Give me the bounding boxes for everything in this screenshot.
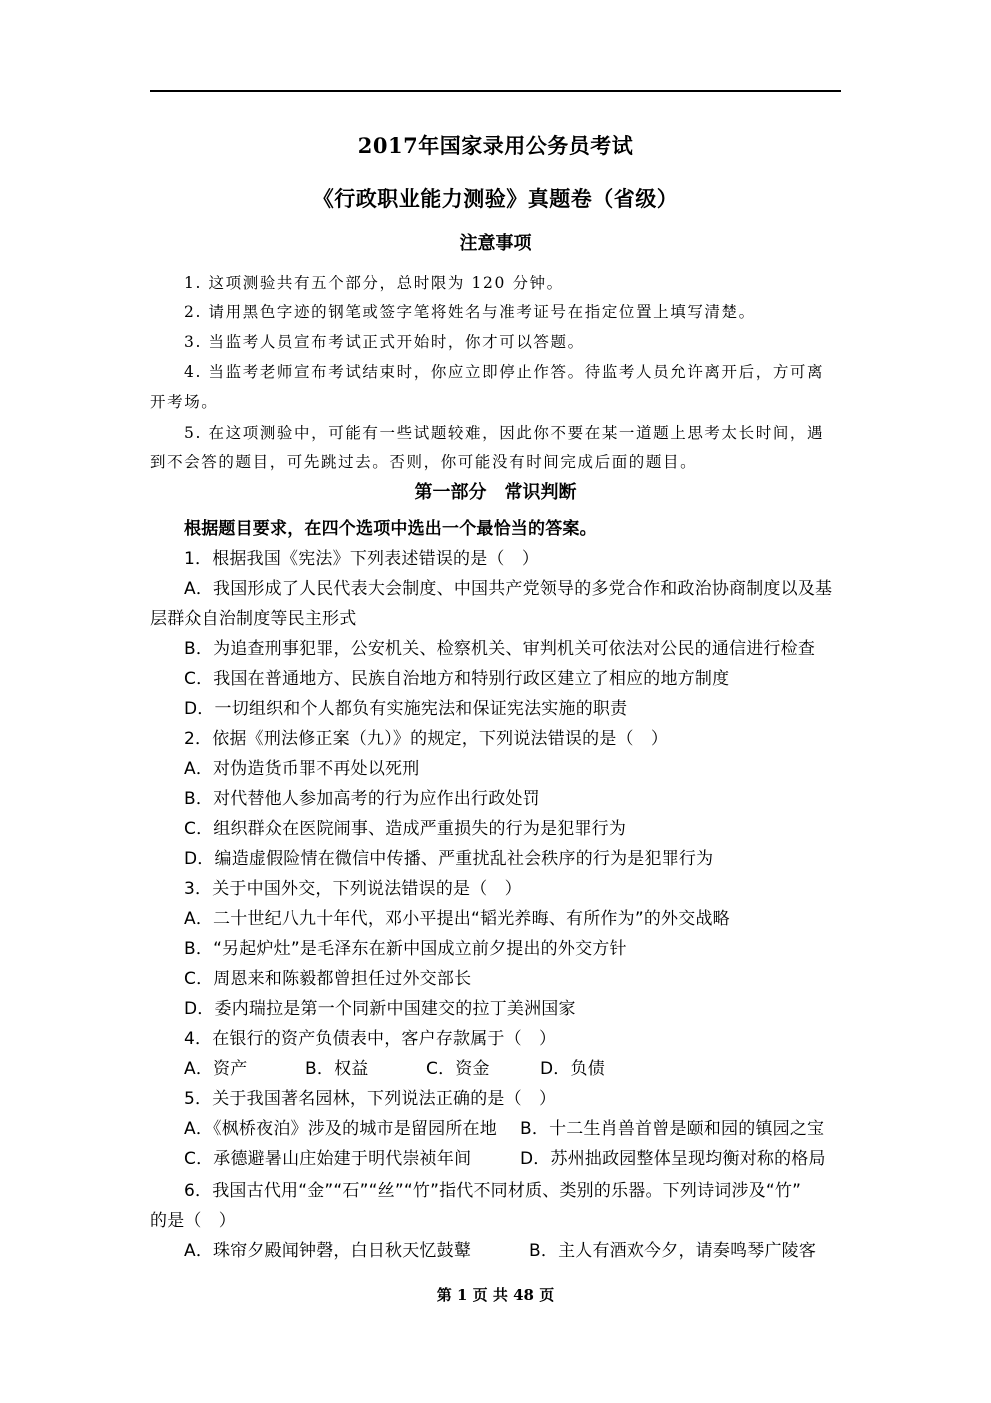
question-3-option-c: C．周恩来和陈毅都曾担任过外交部长: [184, 969, 472, 989]
question-5-option-c: C．承德避暑山庄始建于明代崇祯年间: [184, 1149, 472, 1169]
notice-item-3: 3. 当监考人员宣布考试正式开始时，你才可以答题。: [184, 333, 585, 351]
notice-item-5: 5. 在这项测验中，可能有一些试题较难，因此你不要在某一道题上思考太长时间，遇: [184, 424, 825, 442]
notice-heading: 注意事项: [459, 233, 532, 254]
notice-item-2: 2. 请用黑色字迹的钢笔或签字笔将姓名与准考证号在指定位置上填写清楚。: [184, 303, 756, 321]
question-1-stem: 1．根据我国《宪法》下列表述错误的是（ ）: [184, 549, 540, 569]
question-4-option-d: D．负债: [540, 1059, 605, 1079]
question-5-option-a: A．《枫桥夜泊》涉及的城市是留园所在地: [184, 1119, 497, 1139]
question-6-options-row-1: [150, 1240, 841, 1262]
question-4-stem: 4．在银行的资产负债表中，客户存款属于（ ）: [184, 1029, 557, 1049]
question-3-option-b: B．“另起炉灶”是毛泽东在新中国成立前夕提出的外交方针: [184, 939, 627, 959]
question-4-option-a: A．资产: [184, 1059, 248, 1079]
document-title: 2017年国家录用公务员考试: [357, 133, 634, 158]
notice-item-5-cont: 到不会答的题目，可先跳过去。否则，你可能没有时间完成后面的题目。: [150, 453, 698, 471]
question-3-option-d: D．委内瑞拉是第一个同新中国建交的拉丁美洲国家: [184, 999, 576, 1019]
document-subtitle: 《行政职业能力测验》真题卷（省级）: [312, 186, 679, 211]
notice-item-1: 1. 这项测验共有五个部分，总时限为 120 分钟。: [184, 274, 564, 292]
question-6-stem-cont: 的是（ ）: [150, 1211, 236, 1231]
question-1-option-a-cont: 层群众自治制度等民主形式: [150, 609, 357, 629]
question-2-stem: 2．依据《刑法修正案（九）》的规定，下列说法错误的是（ ）: [184, 729, 669, 749]
question-6-option-b: B．主人有酒欢今夕，请奏鸣琴广陵客: [529, 1241, 817, 1261]
question-5-options-row-2: [150, 1148, 841, 1170]
question-2-option-c: C．组织群众在医院闹事、造成严重损失的行为是犯罪行为: [184, 819, 627, 839]
notice-item-4-cont: 开考场。: [150, 393, 219, 411]
page-footer: 第 1 页 共 48 页: [436, 1286, 555, 1304]
question-1-option-c: C．我国在普通地方、民族自治地方和特别行政区建立了相应的地方制度: [184, 669, 730, 689]
question-1-option-d: D．一切组织和个人都负有实施宪法和保证宪法实施的职责: [184, 699, 628, 719]
question-1-option-a: A．我国形成了人民代表大会制度、中国共产党领导的多党合作和政治协商制度以及基: [184, 579, 833, 599]
question-3-stem: 3．关于中国外交，下列说法错误的是（ ）: [184, 879, 522, 899]
header-rule: [150, 90, 841, 92]
question-2-option-b: B．对代替他人参加高考的行为应作出行政处罚: [184, 789, 540, 809]
question-2-option-d: D．编造虚假险情在微信中传播、严重扰乱社会秩序的行为是犯罪行为: [184, 849, 714, 869]
notice-item-4: 4. 当监考老师宣布考试结束时，你应立即停止作答。待监考人员允许离开后，方可离: [184, 363, 825, 381]
question-5-stem: 5．关于我国著名园林，下列说法正确的是（ ）: [184, 1089, 557, 1109]
question-1-option-b: B．为追查刑事犯罪，公安机关、检察机关、审判机关可依法对公民的通信进行检查: [184, 639, 816, 659]
question-3-option-a: A．二十世纪八九十年代，邓小平提出“韬光养晦、有所作为”的外交战略: [184, 909, 730, 929]
section-heading: 第一部分 常识判断: [414, 482, 577, 503]
question-5-option-d: D．苏州拙政园整体呈现均衡对称的格局: [520, 1149, 826, 1169]
question-2-option-a: A．对伪造货币罪不再处以死刑: [184, 759, 420, 779]
question-6-stem: 6．我国古代用“金”“石”“丝”“竹”指代不同材质、类别的乐器。下列诗词涉及“竹”: [184, 1181, 802, 1201]
question-4-option-c: C．资金: [426, 1059, 490, 1079]
question-4-option-b: B．权益: [305, 1059, 369, 1079]
question-4-options: [150, 1058, 841, 1080]
section-instruction: 根据题目要求，在四个选项中选出一个最恰当的答案。: [184, 519, 597, 539]
question-5-options-row-1: [150, 1118, 841, 1140]
question-6-option-a: A．珠帘夕殿闻钟磬，白日秋天忆鼓鼙: [184, 1241, 472, 1261]
question-5-option-b: B．十二生肖兽首曾是颐和园的镇园之宝: [520, 1119, 825, 1139]
